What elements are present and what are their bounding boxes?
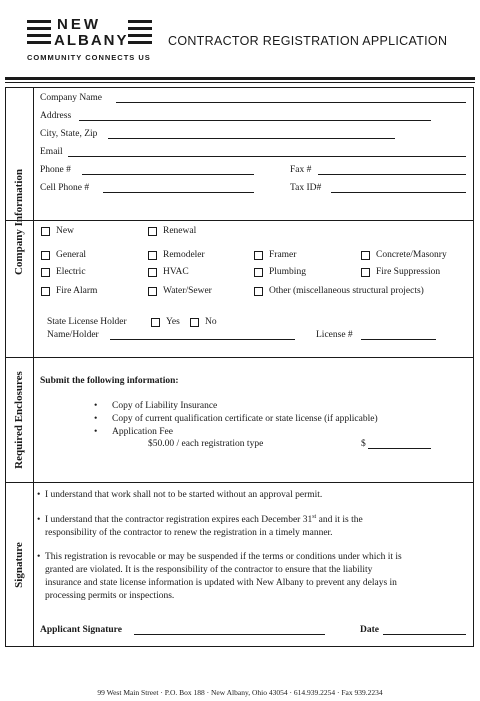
checkbox-remodeler-label: Remodeler [163,250,205,260]
checkbox-fire-alarm[interactable] [41,287,50,296]
row-divider-3 [5,482,474,483]
applicant-signature-field[interactable] [134,634,325,635]
date-label: Date [360,625,379,635]
signature-bullet-1: • [37,490,41,500]
applicant-signature-label: Applicant Signature [40,625,122,635]
enclosure-bullet-3: • [94,427,98,437]
header-rule-thick [5,77,475,80]
company-name-field[interactable] [116,102,466,103]
checkbox-electric[interactable] [41,268,50,277]
name-holder-field[interactable] [110,339,295,340]
signature-bullet-3: • [37,552,41,562]
enclosure-item-1: Copy of Liability Insurance [112,401,218,411]
signature-bullet-2: • [37,515,41,525]
fee-text: $50.00 / each registration type [148,439,264,449]
checkbox-general-label: General [56,250,87,260]
side-label-signature: Signature [13,541,26,588]
checkbox-renewal[interactable] [148,227,157,236]
checkbox-hvac-label: HVAC [163,267,189,277]
header-rule-thin [5,82,475,83]
checkbox-electric-label: Electric [56,267,86,277]
logo-word-new: NEW [57,16,101,33]
checkbox-plumbing[interactable] [254,268,263,277]
side-label-company-info: Company Information [13,168,26,276]
tax-id-label: Tax ID# [290,183,322,193]
city-state-zip-field[interactable] [108,138,395,139]
checkbox-concrete-masonry-label: Concrete/Masonry [376,250,447,260]
checkbox-plumbing-label: Plumbing [269,267,306,277]
checkbox-fire-suppression[interactable] [361,268,370,277]
enclosure-bullet-2: • [94,414,98,424]
checkbox-other-label: Other (miscellaneous structural projects) [269,286,424,296]
phone-field[interactable] [82,174,254,175]
company-name-label: Company Name [40,93,103,103]
checkbox-fire-alarm-label: Fire Alarm [56,286,98,296]
acknowledgement-3: This registration is revocable or may be suspended if the terms or conditions under which it is granted are violated. It is the responsibility of the contractor to ensure that the liability insurance and state license information is updated with New Albany to prevent any delays in processing permits or inspections. [45,552,402,601]
checkbox-water-sewer-label: Water/Sewer [163,286,212,296]
cell-phone-label: Cell Phone # [40,183,90,193]
checkbox-new[interactable] [41,227,50,236]
license-number-label: License # [316,330,353,340]
city-state-zip-label: City, State, Zip [40,129,98,139]
checkbox-framer[interactable] [254,251,263,260]
email-field[interactable] [68,156,466,157]
enclosure-item-3: Application Fee [112,427,173,437]
enclosure-bullet-1: • [94,401,98,411]
acknowledgement-2: I understand that the contractor registration expires each December 31st and it is the responsibility of the contractor to renew the registration in a timely manner. [45,513,363,538]
row-divider-2 [5,357,474,358]
footer-address: 99 West Main Street · P.O. Box 188 · New Albany, Ohio 43054 · 614.939.2254 · Fax 939.2234 [97,688,383,697]
side-label-required-enclosures: Required Enclosures [13,370,26,469]
logo-word-albany: ALBANY [54,32,129,49]
enclosures-heading: Submit the following information: [40,376,179,386]
checkbox-license-yes[interactable] [151,318,160,327]
address-label: Address [40,111,72,121]
enclosure-item-2: Copy of current qualification certificate or state license (if applicable) [112,414,378,424]
checkbox-general[interactable] [41,251,50,260]
checkbox-remodeler[interactable] [148,251,157,260]
checkbox-water-sewer[interactable] [148,287,157,296]
phone-label: Phone # [40,165,71,175]
fax-field[interactable] [318,174,466,175]
checkbox-fire-suppression-label: Fire Suppression [376,267,441,277]
logo-tagline: COMMUNITY CONNECTS US [27,53,151,62]
checkbox-license-yes-label: Yes [166,317,180,327]
address-field[interactable] [79,120,431,121]
fee-amount-field[interactable] [368,448,431,449]
email-label: Email [40,147,63,157]
fax-label: Fax # [290,165,312,175]
tax-id-field[interactable] [331,192,466,193]
date-field[interactable] [383,634,466,635]
checkbox-license-no[interactable] [190,318,199,327]
state-license-holder-label: State License Holder [47,317,127,327]
checkbox-new-label: New [56,226,74,236]
acknowledgement-1: I understand that work shall not to be started without an approval permit. [45,490,323,500]
checkbox-concrete-masonry[interactable] [361,251,370,260]
row-divider-1 [5,220,474,221]
section-divider-vertical [33,87,34,647]
checkbox-license-no-label: No [205,317,217,327]
checkbox-framer-label: Framer [269,250,297,260]
name-holder-label: Name/Holder [47,330,99,340]
cell-phone-field[interactable] [103,192,254,193]
fee-dollar-sign: $ [361,439,366,449]
page-title: CONTRACTOR REGISTRATION APPLICATION [168,34,448,48]
checkbox-other[interactable] [254,287,263,296]
license-number-field[interactable] [361,339,436,340]
checkbox-hvac[interactable] [148,268,157,277]
checkbox-renewal-label: Renewal [163,226,197,236]
